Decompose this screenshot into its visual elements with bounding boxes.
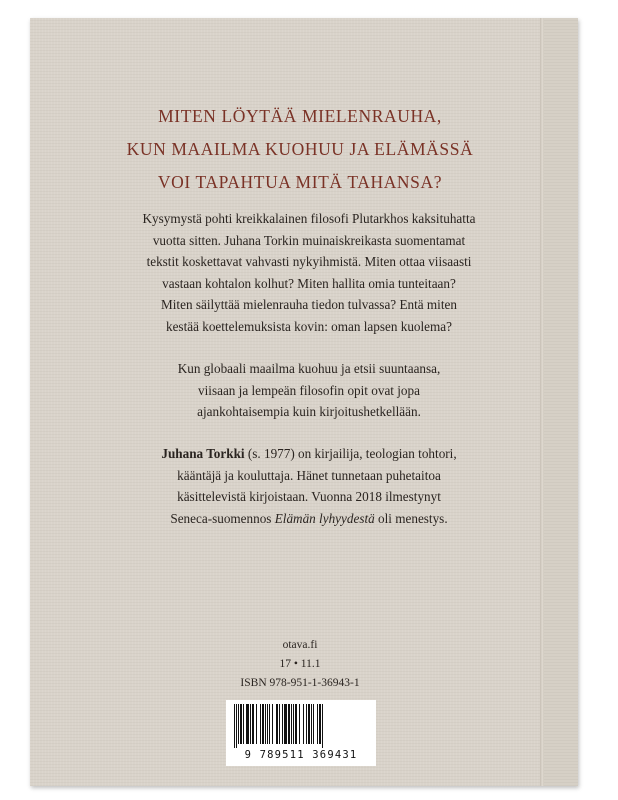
barcode-bars (232, 704, 370, 748)
barcode-bar (291, 704, 292, 744)
barcode-bar (288, 704, 290, 744)
bio-text: (s. 1977) on kirjailija, teologian tohtori, (244, 446, 457, 461)
book-title-reference: Elämän lyhyydestä (274, 510, 375, 526)
barcode-bar (276, 704, 278, 744)
text-line: kestää koettelemuksista kovin: oman lapsen kuolema? (165, 318, 453, 334)
bio-text: oli menestys. (374, 510, 448, 526)
isbn: ISBN 978-951-1-36943-1 (240, 677, 360, 689)
publisher-website: otava.fi (282, 639, 318, 651)
text-line: viisaan ja lempeän filosofin opit ovat jopa (198, 382, 420, 398)
barcode-bar (313, 704, 314, 744)
headline-line: VOI TAPAHTUA MITÄ TAHANSA? (157, 172, 443, 192)
text-line: Miten säilyttää mielenrauha tiedon tulvassa? Entä miten (161, 297, 457, 313)
barcode-bar (322, 704, 323, 748)
author-bio (94, 443, 524, 529)
barcode-bar (256, 704, 257, 744)
barcode-number: 9 789511 369431 (244, 749, 358, 761)
barcode-bar (303, 704, 304, 744)
barcode-bar (306, 704, 307, 744)
text-line: vastaan kohtalon kolhut? Miten hallita omia tunteitaan? (162, 275, 456, 291)
text-line: tekstit koskettavat vahvasti nykyihmistä. Miten ottaa viisaasti (146, 254, 472, 270)
text-line: käsittelevistä kirjoistaan. Vuonna 2018 ilmestynyt (177, 489, 441, 505)
barcode-bar (269, 704, 270, 744)
barcode-bar (236, 704, 237, 748)
barcode-bar (279, 704, 280, 744)
text-line (94, 508, 524, 530)
barcode-bar (319, 704, 321, 744)
text-line: Kun globaali maailma kuohuu ja etsii suuntaansa, (177, 361, 441, 376)
classification-code: 17 • 11.1 (279, 658, 321, 670)
barcode-bar (282, 704, 283, 744)
book-spine (544, 18, 578, 786)
barcode-bar (284, 704, 287, 744)
text-line: ajankohtaisempia kuin kirjoitushetkellään. (197, 404, 421, 420)
barcode-bar (234, 704, 235, 748)
barcode-bar (265, 704, 266, 744)
barcode-bar (238, 704, 239, 744)
text-line: Kysymystä pohti kreikkalainen filosofi Plutarkhos kaksituhatta (142, 211, 476, 226)
barcode-bar (272, 704, 273, 744)
barcode-bar (267, 704, 268, 744)
text-line: vuotta sitten. Juhana Torkin muinaiskreikasta suomentamat (152, 232, 466, 248)
headline-line: KUN MAAILMA KUOHUU JA ELÄMÄSSÄ (126, 139, 474, 159)
barcode-bar (308, 704, 310, 744)
barcode-bar (311, 704, 312, 744)
barcode-bar (250, 704, 251, 744)
context-paragraph (94, 358, 524, 423)
barcode-bar (260, 704, 261, 744)
barcode-bar (252, 704, 254, 744)
headline (60, 100, 540, 199)
barcode (226, 700, 376, 766)
barcode-bar (295, 704, 297, 744)
author-name: Juhana Torkki (161, 446, 245, 461)
text-line: kääntäjä ja kouluttaja. Hänet tunnetaan puhetaitoa (177, 467, 441, 483)
barcode-bar (317, 704, 318, 744)
description-paragraph (94, 208, 524, 338)
text-line (94, 443, 524, 465)
barcode-bar (293, 704, 294, 744)
barcode-bar (240, 704, 242, 744)
headline-line: MITEN LÖYTÄÄ MIELENRAUHA, (158, 106, 442, 126)
barcode-bar (262, 704, 264, 744)
barcode-bar (299, 704, 300, 744)
barcode-bar (243, 704, 244, 744)
barcode-bar (246, 704, 249, 744)
bio-text: Seneca-suomennos (170, 510, 275, 526)
